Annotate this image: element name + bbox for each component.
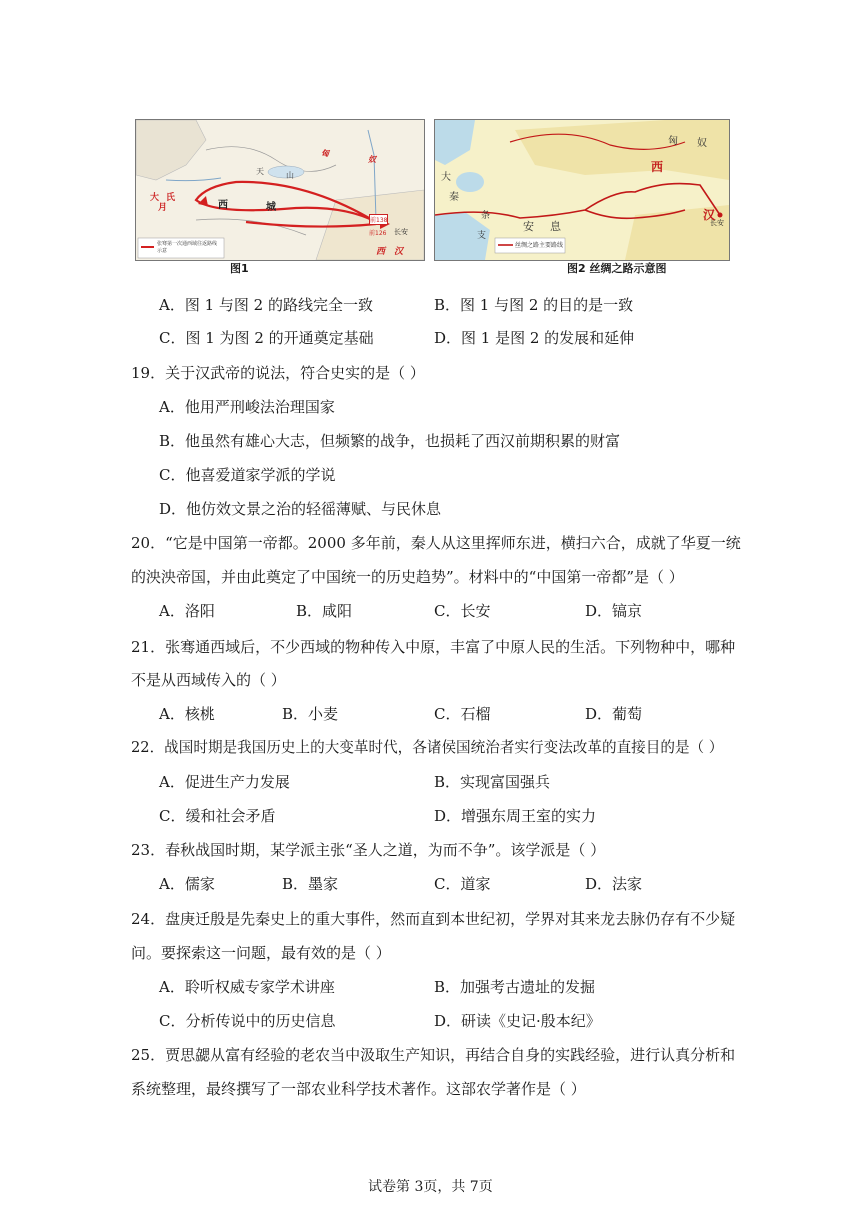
map1-label-xiongnu-1: 匈: [321, 149, 329, 158]
map1-label-west-2: 城: [266, 202, 276, 213]
q23-option-a[interactable]: A．儒家: [159, 875, 215, 893]
q22-option-c[interactable]: C．缓和社会矛盾: [159, 807, 276, 825]
map1-label-changan: 长安: [394, 228, 408, 236]
map1-label-han-2: 汉: [394, 247, 404, 257]
q24-option-c[interactable]: C．分析传说中的历史信息: [159, 1012, 336, 1030]
map1-label-han-1: 西: [376, 247, 386, 257]
q18-option-a[interactable]: A．图 1 与图 2 的路线完全一致: [159, 296, 373, 314]
q21-stem-line-1: 21．张骞通西域后，不少西域的物种传入中原，丰富了中原人民的生活。下列物种中，哪种: [131, 638, 736, 656]
q20-option-b[interactable]: B．咸阳: [296, 602, 353, 620]
map2-label-anxi-2: 息: [550, 220, 561, 233]
q23-option-c[interactable]: C．道家: [434, 875, 491, 893]
figure-1-map-drawing: [136, 120, 424, 260]
map2-label-anxi-1: 安: [523, 220, 534, 233]
q25-stem-line-2: 系统整理，最终撰写了一部农业科学技术著作。这部农学著作是（ ）: [131, 1080, 586, 1098]
q19-option-d[interactable]: D．他仿效文景之治的轻徭薄赋、与民休息: [159, 500, 442, 518]
q23-option-d[interactable]: D．法家: [585, 875, 643, 893]
figure-2-caption: 图2 丝绸之路示意图: [567, 262, 667, 275]
q19-option-a[interactable]: A．他用严刑峻法治理国家: [159, 398, 335, 416]
figure-1-caption: 图1: [230, 262, 249, 275]
map2-label-zhi: 支: [477, 231, 487, 241]
q24-stem-line-1: 24．盘庚迁殷是先秦史上的重大事件，然而直到本世纪初，学界对其来龙去脉仍存有不少疑: [131, 910, 736, 928]
q25-stem-line-1: 25．贾思勰从富有经验的老农当中汲取生产知识，再结合自身的实践经验，进行认真分析和: [131, 1046, 736, 1064]
q19-stem: 19．关于汉武帝的说法，符合史实的是（ ）: [131, 364, 425, 382]
q20-stem-line-2: 的泱泱帝国，并由此奠定了中国统一的历史趋势”。材料中的“中国第一帝都”是（ ）: [131, 568, 684, 586]
map1-label-year-1: 前138: [369, 214, 388, 225]
q21-stem-line-2: 不是从西域传入的（ ）: [131, 671, 286, 689]
q20-option-a[interactable]: A．洛阳: [159, 602, 215, 620]
map1-label-tianshan-2: 山: [286, 171, 294, 180]
q21-option-b[interactable]: B．小麦: [282, 705, 339, 723]
q22-option-b[interactable]: B．实现富国强兵: [434, 773, 551, 791]
map2-label-tiao: 条: [481, 211, 491, 221]
q18-option-d[interactable]: D．图 1 是图 2 的发展和延伸: [434, 329, 635, 347]
figure-1-map: [135, 119, 425, 261]
map1-label-west-1: 西: [218, 200, 228, 211]
q20-option-d[interactable]: D．镐京: [585, 602, 643, 620]
map1-label-tianshan-1: 天: [256, 167, 264, 176]
q20-stem-line-1: 20．“它是中国第一帝都。2000 多年前，秦人从这里挥师东进，横扫六合，成就了华夏一统: [131, 534, 741, 552]
map1-label-year-2: 前126: [369, 230, 387, 237]
map2-label-xi: 西: [651, 160, 664, 174]
q21-option-d[interactable]: D．葡萄: [585, 705, 643, 723]
q23-stem: 23．春秋战国时期，某学派主张“圣人之道，为而不争”。该学派是（ ）: [131, 841, 606, 859]
q24-option-b[interactable]: B．加强考古遗址的发掘: [434, 978, 596, 996]
q22-stem: 22．战国时期是我国历史上的大变革时代，各诸侯国统治者实行变法改革的直接目的是（ ）: [131, 739, 724, 756]
map2-label-da: 大: [441, 172, 451, 183]
q24-option-a[interactable]: A．聆听权威专家学术讲座: [159, 978, 335, 996]
map2-label-xiongnu-2: 奴: [697, 138, 707, 149]
q23-option-b[interactable]: B．墨家: [282, 875, 339, 893]
q18-option-b[interactable]: B．图 1 与图 2 的目的是一致: [434, 296, 634, 314]
map2-label-xiongnu-1: 匈: [668, 136, 678, 147]
map2-legend-text: 丝绸之路主要路线: [515, 242, 564, 249]
q21-option-a[interactable]: A．核桃: [159, 705, 215, 723]
q19-option-c[interactable]: C．他喜爱道家学派的学说: [159, 466, 336, 484]
figure-2-map: [434, 119, 730, 261]
q18-option-c[interactable]: C．图 1 为图 2 的开通奠定基础: [159, 329, 374, 347]
map1-label-yuezhi-2: 月: [158, 203, 168, 213]
map2-label-changan: 长安: [710, 219, 724, 227]
q22-option-d[interactable]: D．增强东周王室的实力: [434, 807, 597, 825]
map1-legend-text: 张骞第一次通西域往返路线示意: [157, 241, 218, 254]
q24-option-d[interactable]: D．研读《史记·殷本纪》: [434, 1012, 601, 1030]
page-footer: 试卷第 3页，共 7页: [368, 1179, 493, 1195]
q20-option-c[interactable]: C．长安: [434, 602, 491, 620]
map2-label-qin: 秦: [449, 192, 459, 203]
map1-label-xiongnu-2: 奴: [368, 155, 376, 164]
map1-label-yuezhi-1: 大: [150, 193, 160, 203]
q24-stem-line-2: 问。要探索这一问题，最有效的是（ ）: [131, 944, 391, 962]
map2-label-han: 汉: [703, 208, 716, 222]
q19-option-b[interactable]: B．他虽然有雄心大志，但频繁的战争，也损耗了西汉前期积累的财富: [159, 432, 621, 450]
map1-label-yuezhi-3: 氏: [166, 193, 176, 203]
q22-option-a[interactable]: A．促进生产力发展: [159, 773, 290, 791]
q21-option-c[interactable]: C．石榴: [434, 705, 491, 723]
